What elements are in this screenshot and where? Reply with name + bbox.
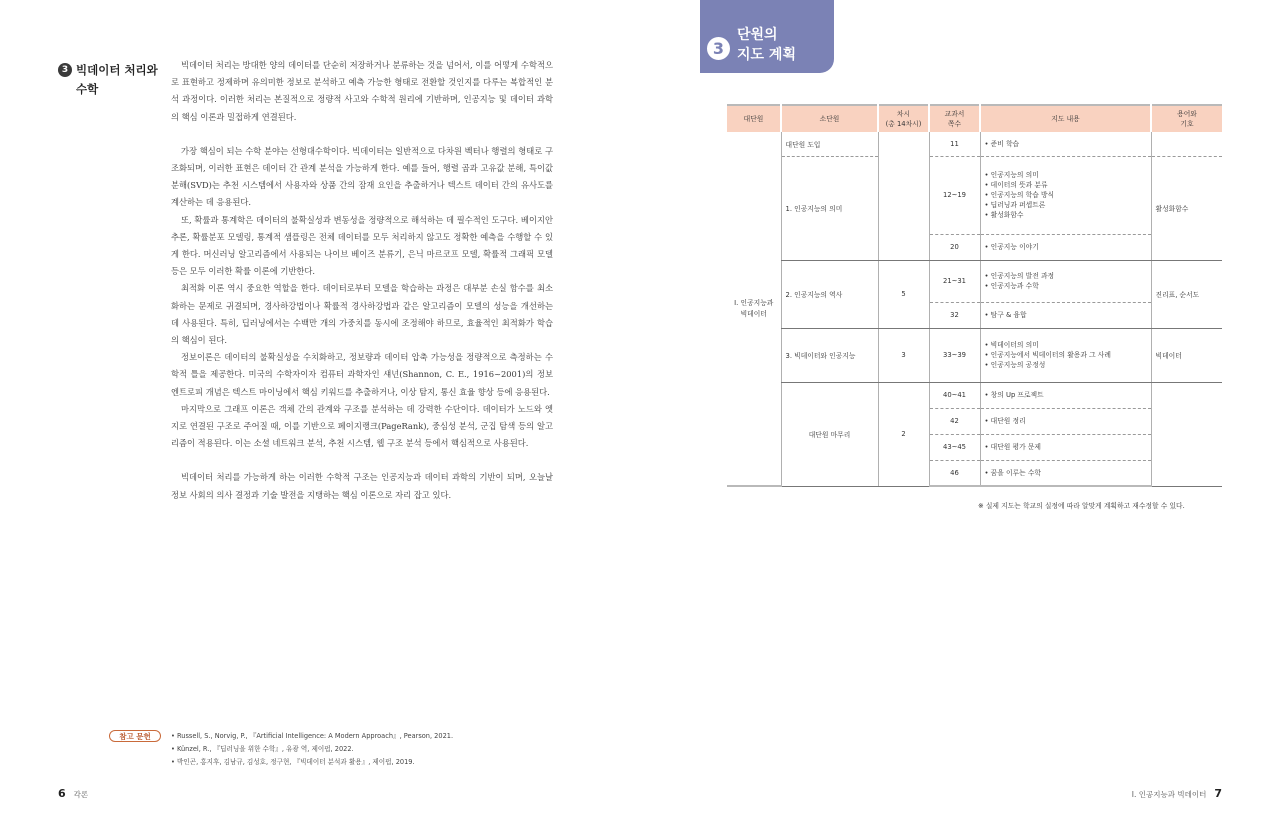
- pages-cell: 11: [929, 132, 980, 156]
- content-item: • 인공지능의 공정성: [985, 360, 1147, 370]
- subunit-cell: 2. 인공지능의 역사: [781, 260, 878, 328]
- terms-cell: 빅데이터: [1151, 328, 1222, 382]
- pages-cell: 32: [929, 302, 980, 328]
- terms-cell: [1151, 132, 1222, 156]
- content-list: [985, 271, 1147, 291]
- subunit-cell: 1. 인공지능의 의미: [781, 156, 878, 260]
- body-paragraph: 최적화 이론 역시 중요한 역할을 한다. 데이터로부터 모델을 학습하는 과정은 대부분 손실 함수를 최소화하는 문제로 귀결되며, 경사하강법이나 확률적 경사하강법과 같은 알고리즘이 모델의 성능을 개선하는 데 사용된다. 특히, 딥러닝에서는 수백만 개의 가중치를 동시에 조정해야 하므로, 효율적인 최적화가 학습의 핵심이 된다.: [171, 283, 553, 346]
- content-cell: [980, 132, 1151, 156]
- subunit-cell: 대단원 도입: [781, 132, 878, 156]
- body-paragraph: 빅데이터 처리는 방대한 양의 데이터를 단순히 저장하거나 분류하는 것을 넘어서, 이를 어떻게 수학적으로 표현하고 정제하며 유의미한 정보로 분석하고 예측 가능한 형태로 전환할 것인지를 다루는 복합적인 분석 과정이다. 이러한 처리는 본질적으로 정량적 사고와 수학적 원리에 기반하며, 인공지능 및 데이터 과학의 핵심 이론과 밀접하게 연결된다.: [171, 60, 553, 122]
- content-cell: [980, 408, 1151, 434]
- page-number-right: 7: [1214, 787, 1222, 800]
- references-label: 참고 문헌: [109, 730, 161, 742]
- content-list: [985, 468, 1147, 478]
- reference-item: • 박인곤, 홍지후, 김남규, 김성호, 정구현, 『빅데이터 분석과 활용』, 제이펍, 2019.: [171, 756, 453, 769]
- unit-plan-number: 3: [705, 35, 732, 62]
- content-item: • 인공지능의 발전 과정: [985, 271, 1147, 281]
- body-paragraph: 가장 핵심이 되는 수학 분야는 선형대수학이다. 빅데이터는 일반적으로 다차원 벡터나 행렬의 형태로 구조화되며, 이러한 표현은 데이터 간 관계 분석을 가능하게 한다. 예를 들어, 행렬 곱과 고유값 분해, 특이값 분해(SVD)는 추천 시스템에서 사용자와 상품 간의 잠재 요인을 추출하거나 텍스트 데이터 간의 유사도를 계산하는 데 응용된다.: [171, 145, 553, 208]
- body-paragraph: 또, 확률과 통계학은 데이터의 불확실성과 변동성을 정량적으로 해석하는 데 필수적인 도구다. 베이지안 추론, 확률분포 모델링, 통계적 샘플링은 전체 데이터를 모두 처리하지 않고도 정확한 예측을 수행할 수 있게 한다. 머신러닝 알고리즘에서 사용되는 나이브 베이즈 분류기, 은닉 마르코프 모델, 확률적 그래픽 모델 등은 모두 이러한 확률 이론에 기반한다.: [171, 214, 553, 277]
- content-list: [985, 242, 1147, 252]
- content-list: [985, 442, 1147, 452]
- subunit-cell: 대단원 마무리: [781, 382, 878, 486]
- pages-cell: 40~41: [929, 382, 980, 408]
- table-header-row: [727, 105, 1222, 132]
- reference-item: • Russell, S., Norvig, P., 『Artificial Intelligence: A Modern Approach』, Pearson, 2021.: [171, 730, 453, 743]
- content-item: • 인공지능과 수학: [985, 281, 1147, 291]
- hours-cell: [878, 132, 929, 260]
- content-list: [985, 416, 1147, 426]
- body-paragraph: 정보이론은 데이터의 불확실성을 수치화하고, 정보량과 데이터 압축 가능성을 정량적으로 측정하는 수학적 틀을 제공한다. 미국의 수학자이자 컴퓨터 과학자인 섀넌(Shannon, C. E., 1916~2001)의 정보 엔트로피 개념은 텍스트 마이닝에서 핵심 키워드를 추출하거나, 이상 탐지, 통신 효율 향상 등에 응용된다.: [171, 352, 553, 397]
- content-cell: [980, 234, 1151, 260]
- section-title: 빅데이터 처리와 수학: [76, 63, 158, 96]
- content-item: • 대단원 평가 문제: [985, 442, 1147, 452]
- content-item: • 활성화함수: [985, 210, 1147, 220]
- pages-cell: 46: [929, 460, 980, 486]
- content-cell: [980, 434, 1151, 460]
- header-chapter: 대단원: [727, 105, 781, 132]
- content-item: • 꿈을 이루는 수학: [985, 468, 1147, 478]
- chapter-cell: Ⅰ. 인공지능과 빅데이터: [727, 132, 781, 486]
- content-item: • 데이터의 뜻과 분류: [985, 180, 1147, 190]
- header-terms: 용어와 기호: [1151, 105, 1222, 132]
- content-item: • 딥러닝과 퍼셉트론: [985, 200, 1147, 210]
- pages-cell: 12~19: [929, 156, 980, 234]
- hours-cell: 5: [878, 260, 929, 328]
- header-content: 지도 내용: [980, 105, 1151, 132]
- hours-cell: 3: [878, 328, 929, 382]
- content-cell: [980, 156, 1151, 234]
- content-item: • 빅데이터의 의미: [985, 340, 1147, 350]
- folio-left-label: 각론: [73, 790, 89, 799]
- table-note: ※ 실제 지도는 학교의 실정에 따라 알맞게 계획하고 재수정할 수 있다.: [978, 502, 1185, 510]
- references: [109, 730, 453, 769]
- pages-cell: 42: [929, 408, 980, 434]
- pages-cell: 20: [929, 234, 980, 260]
- content-cell: [980, 302, 1151, 328]
- body-paragraph: 빅데이터 처리를 가능하게 하는 이러한 수학적 구조는 인공지능과 데이터 과학의 기반이 되며, 오늘날 정보 사회의 의사 결정과 기술 발전을 지탱하는 핵심 이론으로 자리 잡고 있다.: [171, 472, 553, 500]
- header-pages: 교과서 쪽수: [929, 105, 980, 132]
- body-text: [171, 57, 553, 504]
- table-row: [727, 156, 1222, 234]
- content-cell: [980, 260, 1151, 302]
- table-row: [727, 132, 1222, 156]
- content-list: [985, 340, 1147, 370]
- page-number-left: 6: [58, 787, 66, 800]
- content-item: • 인공지능에서 빅데이터의 활용과 그 사례: [985, 350, 1147, 360]
- content-item: • 인공지능의 학습 방식: [985, 190, 1147, 200]
- content-cell: [980, 460, 1151, 486]
- section-number-badge: 3: [58, 63, 72, 77]
- content-list: [985, 139, 1147, 149]
- pages-cell: 21~31: [929, 260, 980, 302]
- content-list: [985, 310, 1147, 320]
- table-row: [727, 260, 1222, 302]
- reference-list: [171, 730, 453, 769]
- terms-cell: 활성화함수: [1151, 156, 1222, 260]
- folio-left: [58, 787, 88, 800]
- content-item: • 탐구 & 융합: [985, 310, 1147, 320]
- terms-cell: 진리표, 순서도: [1151, 260, 1222, 328]
- content-list: [985, 390, 1147, 400]
- folio-right-label: Ⅰ. 인공지능과 빅데이터: [1131, 790, 1207, 799]
- teaching-plan-table: [727, 104, 1222, 487]
- section-heading: [58, 61, 176, 99]
- content-list: [985, 170, 1147, 220]
- table-row: [727, 328, 1222, 382]
- content-item: • 대단원 정리: [985, 416, 1147, 426]
- table-row: [727, 382, 1222, 408]
- pages-cell: 43~45: [929, 434, 980, 460]
- pages-cell: 33~39: [929, 328, 980, 382]
- hours-cell: 2: [878, 382, 929, 486]
- header-subunit: 소단원: [781, 105, 878, 132]
- content-item: • 인공지능의 의미: [985, 170, 1147, 180]
- body-paragraph: 마지막으로 그래프 이론은 객체 간의 관계와 구조를 분석하는 데 강력한 수단이다. 데이터가 노드와 엣지로 연결된 구조로 주어질 때, 이를 기반으로 페이지랭크(PageRank), 중심성 분석, 군집 탐색 등의 알고리즘이 적용된다. 이는 소셜 네트워크 분석, 추천 시스템, 웹 구조 분석 등에서 핵심적으로 사용된다.: [171, 403, 553, 449]
- content-item: • 인공지능 이야기: [985, 242, 1147, 252]
- header-hours: 차시 (총 14차시): [878, 105, 929, 132]
- folio-right: [1132, 787, 1222, 800]
- content-item: • 창의 Up 프로젝트: [985, 390, 1147, 400]
- subunit-cell: 3. 빅데이터와 인공지능: [781, 328, 878, 382]
- reference-item: • Künzel, R., 『딥러닝을 위한 수학』, 유광 역, 제이펍, 2022.: [171, 743, 453, 756]
- terms-cell: [1151, 382, 1222, 486]
- unit-plan-title: 단원의 지도 계획: [737, 27, 796, 63]
- content-cell: [980, 328, 1151, 382]
- content-cell: [980, 382, 1151, 408]
- content-item: • 준비 학습: [985, 139, 1147, 149]
